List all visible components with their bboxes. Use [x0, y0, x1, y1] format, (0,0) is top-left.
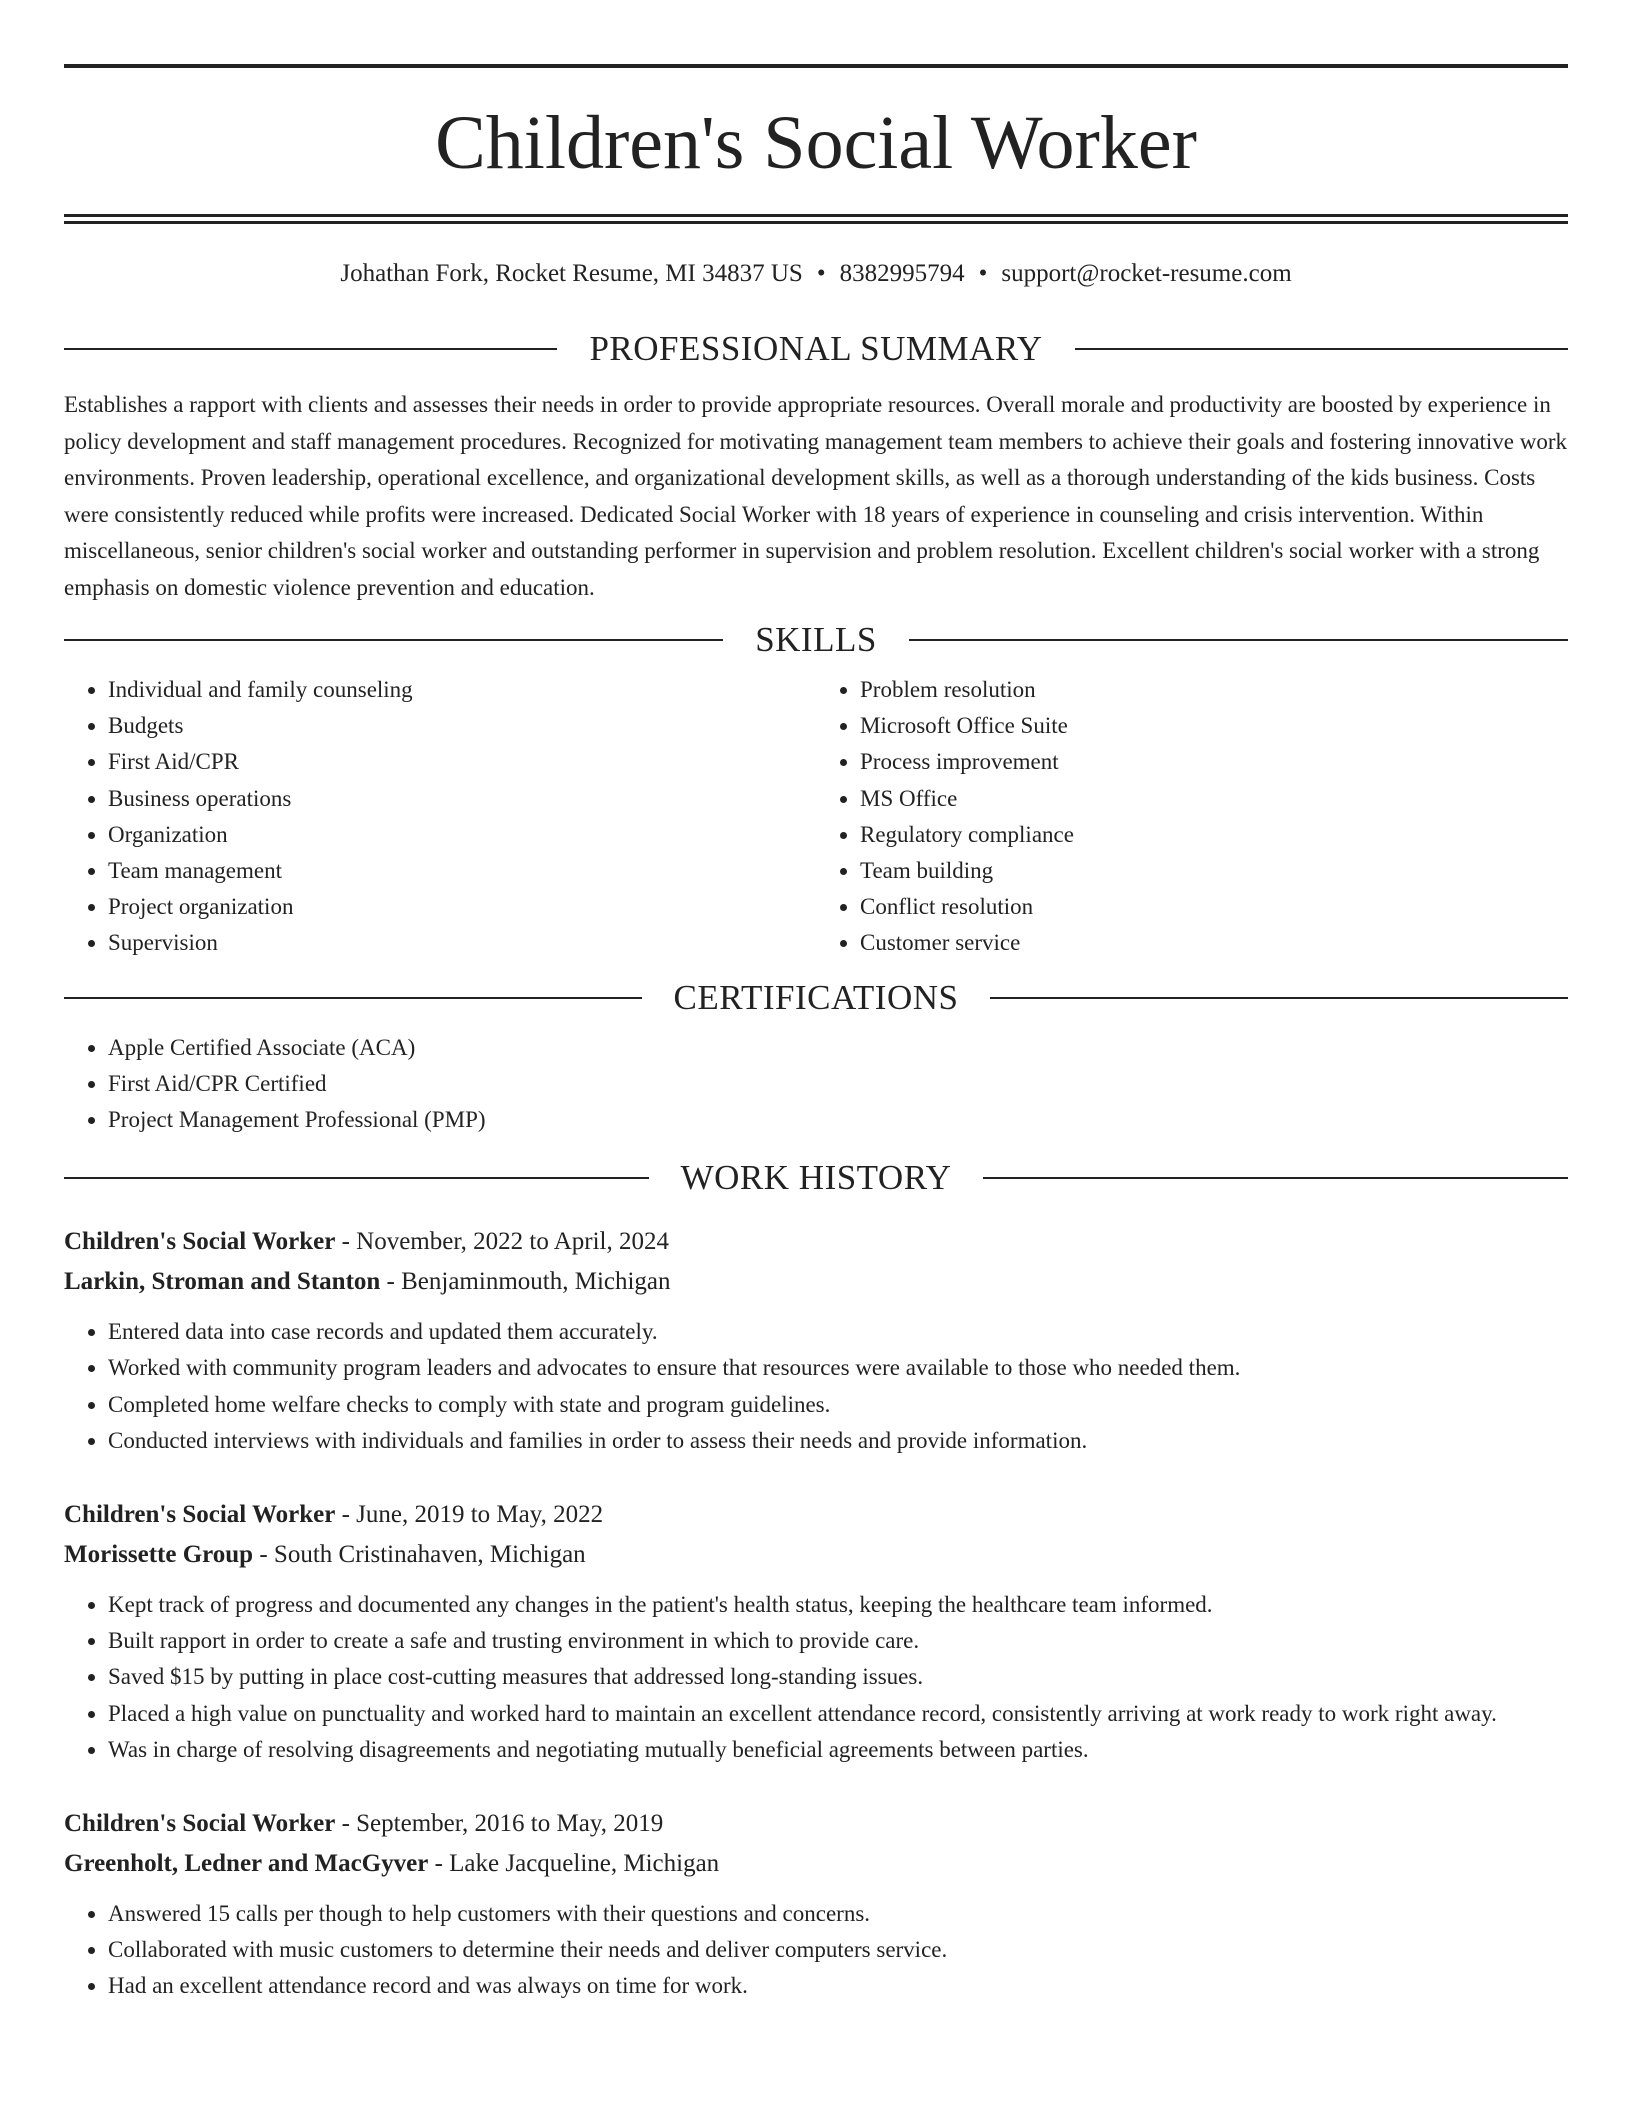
- job-entry: [64, 1495, 1568, 1768]
- heading-rule-right: [983, 1177, 1568, 1179]
- skills-column-right: [816, 672, 1568, 962]
- skills-column-left: [64, 672, 816, 962]
- skill-item: • Supervision: [108, 925, 816, 961]
- job-entry: [64, 1222, 1568, 1459]
- skill-item: • Customer service: [860, 925, 1568, 961]
- summary-text: Establishes a rapport with clients and assesses their needs in order to provide appropriate resources. Overall morale and productivity are boosted by experience in policy development and staff management procedures. Recognized for motivating management team members to achieve their goals and fostering innovative work environments. Proven leadership, operational excellence, and organizational development skills, as well as a thorough understanding of the kids business. Costs were consistently reduced while profits were increased. Dedicated Social Worker with 18 years of experience in counseling and crisis intervention. Within miscellaneous, senior children's social worker and outstanding performer in supervision and problem resolution. Excellent children's social worker with a strong emphasis on domestic violence prevention and education.: [64, 392, 1568, 600]
- resume-title: Children's Social Worker: [435, 101, 1197, 185]
- contact-email: support@rocket-resume.com: [1001, 260, 1292, 287]
- work-history-heading: [64, 1156, 1568, 1200]
- certifications-heading: [64, 976, 1568, 1020]
- skill-item: • Team management: [108, 853, 816, 889]
- job-bullets: [64, 1587, 1568, 1768]
- double-rule: [64, 214, 1568, 224]
- job-title: Children's Social Worker: [64, 1501, 336, 1529]
- certifications-list: [64, 1030, 1568, 1139]
- job-bullet: • Completed home welfare checks to comply with state and program guidelines.: [108, 1387, 1568, 1423]
- skill-item: • Conflict resolution: [860, 889, 1568, 925]
- skill-item: • First Aid/CPR: [108, 744, 816, 780]
- contact-address: Johathan Fork, Rocket Resume, MI 34837 US: [340, 260, 803, 287]
- job-bullet: • Built rapport in order to create a safe and trusting environment in which to provide care.: [108, 1623, 1568, 1659]
- top-rule: [64, 64, 1568, 68]
- skill-item: • Business operations: [108, 781, 816, 817]
- contact-line: [64, 257, 1568, 291]
- heading-rule-left: [64, 997, 642, 999]
- skills-heading: [64, 618, 1568, 662]
- job-bullets: [64, 1314, 1568, 1459]
- job-bullet: • Answered 15 calls per though to help customers with their questions and concerns.: [108, 1896, 1568, 1932]
- resume-page: [64, 64, 1568, 2005]
- skill-item: • Individual and family counseling: [108, 672, 816, 708]
- job-bullet: • Saved $15 by putting in place cost-cutting measures that addressed long-standing issues.: [108, 1659, 1568, 1695]
- job-bullet: • Worked with community program leaders and advocates to ensure that resources were available to those who needed them.: [108, 1350, 1568, 1386]
- heading-rule-left: [64, 348, 557, 350]
- certifications-heading-text: CERTIFICATIONS: [673, 977, 959, 1017]
- certification-item: • First Aid/CPR Certified: [108, 1066, 1568, 1102]
- job-bullet: • Conducted interviews with individuals and families in order to assess their needs and provide information.: [108, 1423, 1568, 1459]
- summary-heading-text: PROFESSIONAL SUMMARY: [589, 329, 1043, 368]
- skills-heading-text: SKILLS: [755, 620, 877, 659]
- job-company-line: [64, 1535, 1568, 1575]
- job-dates: - September, 2016 to May, 2019: [335, 1810, 664, 1838]
- job-company-line: [64, 1844, 1568, 1884]
- job-dates: - November, 2022 to April, 2024: [335, 1228, 670, 1256]
- skill-item: • Team building: [860, 853, 1568, 889]
- skill-item: • Project organization: [108, 889, 816, 925]
- job-title-line: [64, 1804, 1568, 1844]
- skill-item: • Organization: [108, 817, 816, 853]
- summary-heading: [64, 327, 1568, 371]
- heading-rule-left: [64, 639, 723, 641]
- certification-item: • Project Management Professional (PMP): [108, 1102, 1568, 1138]
- job-company: Morissette Group: [64, 1541, 254, 1569]
- skill-item: • MS Office: [860, 781, 1568, 817]
- job-title-line: [64, 1222, 1568, 1262]
- job-location: - Lake Jacqueline, Michigan: [428, 1850, 720, 1878]
- job-bullet: • Had an excellent attendance record and was always on time for work.: [108, 1968, 1568, 2004]
- contact-separator: •: [816, 260, 826, 287]
- skill-item: • Problem resolution: [860, 672, 1568, 708]
- job-dates: - June, 2019 to May, 2022: [335, 1501, 604, 1529]
- job-company-line: [64, 1262, 1568, 1302]
- job-location: - South Cristinahaven, Michigan: [253, 1541, 586, 1569]
- job-title-line: [64, 1495, 1568, 1535]
- job-title: Children's Social Worker: [64, 1228, 336, 1256]
- job-bullet: • Entered data into case records and updated them accurately.: [108, 1314, 1568, 1350]
- skill-item: • Budgets: [108, 708, 816, 744]
- contact-phone: 8382995794: [839, 260, 965, 287]
- job-bullet: • Collaborated with music customers to determine their needs and deliver computers service.: [108, 1932, 1568, 1968]
- heading-rule-right: [1075, 348, 1568, 350]
- job-location: - Benjaminmouth, Michigan: [380, 1268, 671, 1296]
- certification-item: • Apple Certified Associate (ACA): [108, 1030, 1568, 1066]
- work-history-heading-text: WORK HISTORY: [680, 1158, 952, 1198]
- job-entry: [64, 1804, 1568, 2005]
- job-bullet: • Was in charge of resolving disagreements and negotiating mutually beneficial agreements between parties.: [108, 1732, 1568, 1768]
- job-bullets: [64, 1896, 1568, 2005]
- skill-item: • Regulatory compliance: [860, 817, 1568, 853]
- heading-rule-left: [64, 1177, 649, 1179]
- job-bullet: • Placed a high value on punctuality and worked hard to maintain an excellent attendance record, consistently arriving at work ready to work right away.: [108, 1696, 1568, 1732]
- skill-item: • Process improvement: [860, 744, 1568, 780]
- skills-list: [64, 672, 1568, 962]
- heading-rule-right: [990, 997, 1568, 999]
- job-company: Greenholt, Ledner and MacGyver: [64, 1850, 429, 1878]
- job-company: Larkin, Stroman and Stanton: [64, 1268, 381, 1296]
- heading-rule-right: [909, 639, 1568, 641]
- contact-separator: •: [978, 260, 988, 287]
- job-bullet: • Kept track of progress and documented any changes in the patient's health status, keeping the healthcare team informed.: [108, 1587, 1568, 1623]
- skill-item: • Microsoft Office Suite: [860, 708, 1568, 744]
- job-title: Children's Social Worker: [64, 1810, 336, 1838]
